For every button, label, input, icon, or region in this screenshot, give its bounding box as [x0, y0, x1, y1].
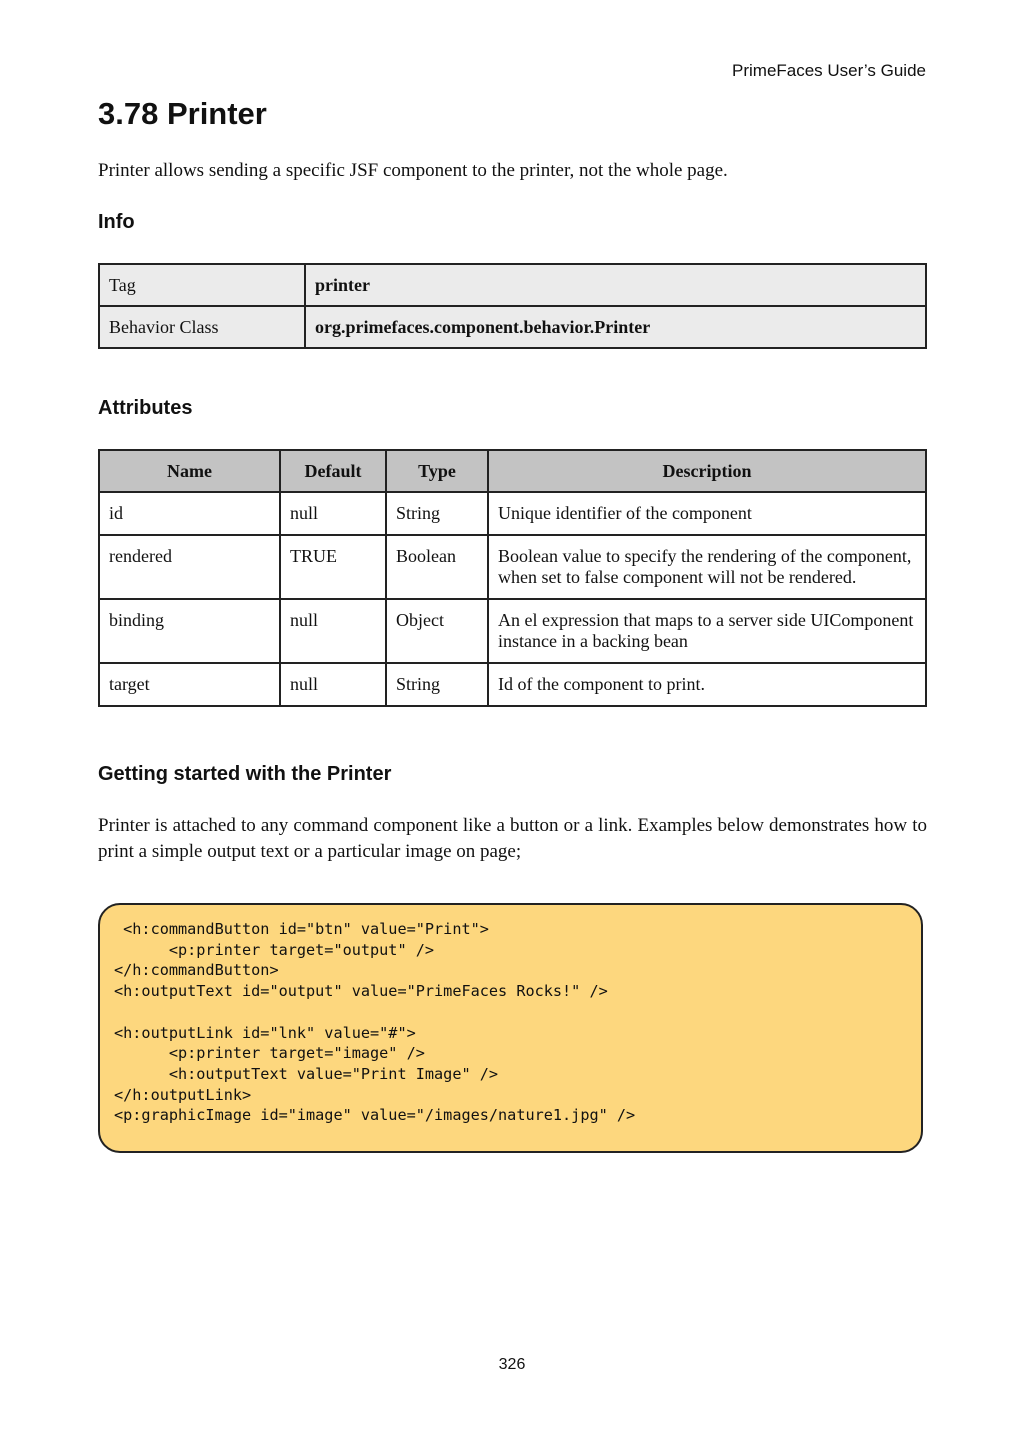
column-header-description: Description	[488, 450, 926, 492]
attr-type: Boolean	[386, 535, 488, 599]
attr-default: null	[280, 663, 386, 706]
table-row	[99, 306, 926, 348]
attr-description: Id of the component to print.	[488, 663, 926, 706]
getting-started-text: Printer is attached to any command component like a button or a link. Examples below demonstrates how to print a simple output text or a particular image on page;	[98, 815, 927, 862]
code-block	[98, 903, 923, 1153]
attr-type: String	[386, 492, 488, 535]
getting-started-heading: Getting started with the Printer	[98, 763, 392, 785]
table-row	[99, 492, 926, 535]
column-header-name: Name	[99, 450, 280, 492]
attributes-table	[98, 449, 927, 707]
info-value: printer	[305, 264, 926, 306]
attr-default: TRUE	[280, 535, 386, 599]
attr-name: target	[99, 663, 280, 706]
attr-type: String	[386, 663, 488, 706]
info-table	[98, 263, 927, 349]
attr-description: An el expression that maps to a server side UIComponent instance in a backing bean	[488, 599, 926, 663]
attr-description: Boolean value to specify the rendering of the component, when set to false component will not be rendered.	[488, 535, 926, 599]
page-number: 326	[498, 1356, 526, 1373]
table-row	[99, 535, 926, 599]
attr-type: Object	[386, 599, 488, 663]
attributes-heading: Attributes	[98, 397, 193, 419]
table-row	[99, 599, 926, 663]
attr-name: id	[99, 492, 280, 535]
intro-text: Printer allows sending a specific JSF component to the printer, not the whole page.	[98, 160, 728, 181]
info-label: Tag	[99, 264, 305, 306]
table-row	[99, 663, 926, 706]
attr-name: binding	[99, 599, 280, 663]
attr-default: null	[280, 492, 386, 535]
section-title: 3.78 Printer	[98, 96, 267, 131]
column-header-default: Default	[280, 450, 386, 492]
info-value: org.primefaces.component.behavior.Printer	[305, 306, 926, 348]
column-header-type: Type	[386, 450, 488, 492]
info-heading: Info	[98, 211, 135, 233]
info-label: Behavior Class	[99, 306, 305, 348]
attr-name: rendered	[99, 535, 280, 599]
attr-description: Unique identifier of the component	[488, 492, 926, 535]
table-header-row	[99, 450, 926, 492]
attr-default: null	[280, 599, 386, 663]
header-title: PrimeFaces User’s Guide	[732, 61, 926, 80]
code-sample: <h:commandButton id="btn" value="Print"> <p:printer target="output" /> </h:commandButton> <h:outputText id="output" value="PrimeFaces Rocks!" /> <h:outputLink id="lnk" value="#"> <p:printer target="image" /> <h:outputText value="Print Image" /> </h:outputLink> <p:graphicImage id="image" value="/images/nature1.jpg" />	[114, 920, 636, 1125]
table-row	[99, 264, 926, 306]
